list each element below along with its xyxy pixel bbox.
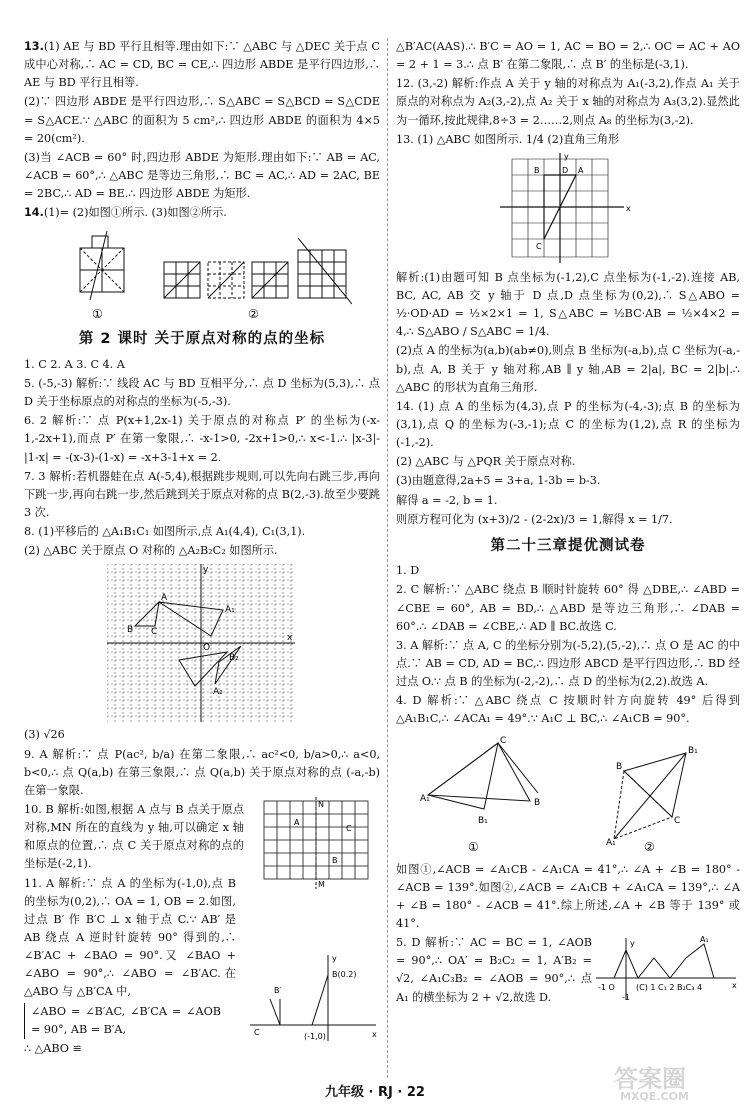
fig2-label: ② [248, 307, 259, 322]
answer-13-lead: 13. (1) △ABC 如图所示. 1/4 (2)直角三角形 [396, 132, 620, 146]
answer-11: 11. A 解析:∵ 点 A 的坐标为(-1,0),点 B 的坐标为(0,2),∴ OA = 1, OB = 2.如图,过点 B′ 作 B′C ⊥ x 轴于点 C.∵ AB′ 是 AB 绕点 A 逆时针旋转 90° 得到的,∴ ∠B′AC + ∠BAO = 90°.又 ∠BAO + ∠ABO = 90°,∴ ∠ABO = ∠B′AC.在 △ABO 与 △B′CA 中, [24, 876, 236, 999]
q13-part1 [24, 38, 380, 92]
fig1-shape [80, 231, 124, 300]
svg-text:A₁: A₁ [420, 793, 430, 804]
svg-text:B′: B′ [274, 985, 282, 995]
svg-text:x: x [372, 1029, 377, 1039]
svg-text:B₂: B₂ [229, 653, 239, 664]
answer-14-part3: (3)由题意得,2a+5 = 3+a, 1-3b = b-3. [396, 474, 601, 488]
svg-text:C: C [254, 1027, 260, 1037]
q11-figure [246, 953, 380, 1045]
watermark-text: 答案圈 [614, 1065, 686, 1093]
r13-coordinate-figure [500, 153, 636, 265]
q8-grid-figure [107, 564, 297, 722]
section-title-lesson2: 第 2 课时 关于原点对称的点的坐标 [78, 331, 326, 348]
svg-text:D: D [562, 165, 569, 175]
svg-text:B(0.2): B(0.2) [332, 969, 357, 979]
test-answer-4-part2: 如图①,∠ACB = ∠A₁CB - ∠A₁CA = 41°,∴ ∠A + ∠B = 180° - ∠ACB = 139°.如图②,∠ACB = ∠A₁CB + ∠A₁CA = 139°,∴ ∠A + ∠B = 180° - ∠ACB = 41°.综上所述,∠A + ∠B 等于 139° 或 41°. [396, 862, 740, 930]
answer-9: 9. A 解析:∵ 点 P(ac², b/a) 在第二象限,∴ ac²<0, b/a>0,∴ a<0, b<0,∴ 点 Q(a,b) 在第三象限,∴ 点 Q(a,b) 关于原点对称的点 (-a,-b) 在第一象限. [24, 747, 380, 797]
svg-text:x: x [626, 203, 631, 213]
fig2-shape [164, 238, 352, 304]
answers-1-4: 1. C 2. A 3. C 4. A [24, 357, 125, 371]
q13-text: (1) AE 与 BD 平行且相等.理由如下:∵ △ABC 与 △DEC 关于点 C 成中心对称,∴ AC = CD, BC = CE,∴ 四边形 ABDE 是平行四边形,∴ AE 与 BD 平行且相等. [24, 40, 380, 90]
svg-text:A₁: A₁ [225, 605, 235, 616]
answer-13-analysis: 解析:(1)由题可知 B 点坐标为(-1,2),C 点坐标为(-1,-2).连接 AB, BC, AC, AB 交 y 轴于 D 点,D 点坐标为(0,2),∴ S△ABO = ½·OD·AD = ½×2×1 = 1, S△ABC = ½BC·AB = ½×4×2 = 4,∴ S△ABO / S△ABC = 1/4. [396, 270, 740, 339]
svg-text:B: B [332, 856, 338, 865]
answer-11-block [24, 875, 380, 1058]
answer-6: 6. 2 解析:∵ 点 P(x+1,2x-1) 关于原点的对称点 P′ 的坐标为(-x-1,-2x+1),而点 P′ 在第一象限,∴ -x-1>0, -2x+1>0,∴ x<-1.∴ |x-3|-|1-x| = -(x-3)-(1-x) = -x+3-1+x = 2. [24, 414, 380, 464]
page-footer: 九年级 · RJ · 22 [325, 1085, 425, 1100]
q14-figures [52, 226, 352, 322]
s4-triangle-figures [418, 733, 718, 857]
answer-13-part2: (2)点 A 的坐标为(a,b)(ab≠0),则点 B 坐标为(-a,b),点 C 坐标为(-a,-b),点 A, B 关于 y 轴对称,AB ∥ y 轴,AB = 2|a|, BC = 2|b|.∴ △ABC 的形状为直角三角形. [396, 344, 740, 394]
svg-text:-1 O: -1 O [598, 983, 615, 993]
s4-fig1-label: ① [468, 839, 479, 854]
svg-text:N: N [318, 800, 324, 809]
test-answer-1: 1. D [396, 564, 420, 578]
watermark-url: MXQE.COM [620, 1090, 689, 1103]
test-answer-3: 3. A 解析:∵ 点 A, C 的坐标分别为(-5,2),(5,-2),∴ 点 O 是 AC 的中点.∵ AB = CD, AD = BC,∴ 四边形 ABCD 是平行四边形,∴ BD 经过点 O.∵ 点 B 的坐标为(-2,-2),∴ 点 D 的坐标为(2,2).故选 A. [396, 638, 740, 689]
test-answer-2: 2. C 解析:∵ △ABC 绕点 B 顺时针旋转 60° 得 △DBE,∴ ∠ABD = ∠CBE = 60°, AB = BD,∴ △ABD 是等边三角形,∴ ∠DAB = 60°.∴ ∠DAB = ∠CBE,∴ AD ∥ BC.故选 C. [396, 583, 740, 633]
svg-text:y: y [203, 565, 209, 576]
answer-8-part3: (3) √26 [24, 728, 65, 742]
svg-text:C: C [674, 815, 681, 826]
answer-14: 14. (1) 点 A 的坐标为(4,3),点 P 的坐标为(-4,-3);点 B 的坐标为(3,1),点 Q 的坐标为(-3,-1);点 C 的坐标为(1,2),点 R 的坐标为(-1,-2). [396, 399, 740, 450]
answer-14-part4: 解得 a = -2, b = 1. [396, 493, 498, 507]
svg-text:A₁: A₁ [700, 935, 709, 945]
right-continuation: △B′AC(AAS).∴ B′C = AO = 1, AC = BO = 2,∴ OC = AC + AO = 2 + 1 = 3.∴ 点 B′ 在第二象限,∴ 点 B′ 的坐标是(-3,1). [396, 40, 740, 72]
column-divider [387, 38, 388, 1078]
svg-text:B: B [616, 761, 623, 772]
answer-5: 5. (-5,-3) 解析:∵ 线段 AC 与 BD 互相平分,∴ 点 D 坐标为(5,3),∴ 点 D 关于坐标原点的对称点的坐标为(-5,-3). [24, 377, 380, 409]
svg-text:B: B [534, 165, 540, 175]
fig1-label: ① [92, 307, 103, 322]
svg-text:A₁: A₁ [606, 837, 616, 848]
svg-text:(-1,0): (-1,0) [304, 1031, 326, 1041]
answer-8-part2: (2) △ABC 关于原点 O 对称的 △A₂B₂C₂ 如图所示. [24, 544, 278, 558]
svg-text:-1: -1 [622, 993, 630, 1003]
watermark-logo [606, 1060, 736, 1104]
svg-text:(C) 1 C₁ 2 B₂C₃ 4: (C) 1 C₁ 2 B₂C₃ 4 [636, 983, 703, 993]
left-column [24, 38, 380, 1059]
answer-12: 12. (3,-2) 解析:作点 A 关于 y 轴的对称点为 A₁(-3,2),作点 A₁ 关于原点的对称点为 A₂(3,-2),点 A₂ 关于 x 轴的对称点为 A₃(3,2).显然此为一循环,按此规律,8÷3 = 2……2,则点 A₈ 的坐标为(3,-2). [396, 77, 740, 127]
q13-part3: (3)当 ∠ACB = 60° 时,四边形 ABDE 为矩形.理由如下:∵ AB = AC, ∠ACB = 60°,∴ △ABC 是等边三角形,∴ BC = AC,∴ AD = 2AC, BE = 2BC,∴ AD = BE.∴ 四边形 ABDE 为矩形. [24, 150, 380, 201]
svg-text:y: y [630, 939, 635, 949]
svg-text:C: C [346, 824, 352, 833]
svg-text:A: A [578, 165, 584, 175]
q13-part2: (2)∵ 四边形 ABDE 是平行四边形,∴ S△ABC = S△BCD = S△CDE = S△ACE.∵ △ABC 的面积为 5 cm²,∴ 四边形 ABDE 的面积为 4×5 = 20(cm²). [24, 95, 380, 145]
svg-text:B: B [534, 797, 541, 808]
svg-text:y: y [564, 152, 569, 161]
svg-text:A: A [161, 593, 168, 604]
answer-8: 8. (1)平移后的 △A₁B₁C₁ 如图所示,点 A₁(4,4), C₁(3,1). [24, 525, 306, 539]
svg-text:M: M [318, 880, 325, 889]
answer-11-end: ∴ △ABO ≌ [24, 1041, 82, 1055]
svg-text:O: O [203, 643, 211, 654]
test-answer-4: 4. D 解析:∵ △ABC 绕点 C 按顺时针方向旋转 49° 后得到 △A₁B₁C,∴ ∠ACA₁ = 49°.∵ A₁C ⊥ BC,∴ ∠A₁CB = 90°. [396, 694, 740, 726]
svg-text:C: C [151, 627, 158, 638]
test-answer-5-block [396, 934, 740, 1007]
answer-14-part2: (2) △ABC 与 △PQR 关于原点对称. [396, 455, 576, 469]
svg-text:x: x [287, 633, 293, 644]
answer-14-part5: 则原方程可化为 (x+3)/2 - (2-2x)/3 = 1,解得 x = 1/7. [396, 512, 673, 526]
test-answer-5: 5. D 解析:∵ AC = BC = 1, ∠AOB = 90°,∴ OA′ = B₂C₂ = 1, A′B₂ = √2, ∠A₁C₃B₂ = ∠AOB = 90°,∴ 点 A₁ 的横坐标为 2 + √2,故选 D. [396, 936, 592, 1004]
q14-text: (1)= (2)如图①所示. (3)如图②所示. [43, 206, 227, 220]
s5-rotation-figure [596, 934, 740, 1004]
section-title-chapter23: 第二十三章提优测试卷 [490, 537, 646, 554]
svg-text:A₂: A₂ [213, 687, 223, 698]
s4-fig2-label: ② [644, 839, 655, 854]
svg-text:B: B [127, 625, 134, 636]
answer-10: 10. B 解析:如图,根据 A 点与 B 点关于原点对称,MN 所在的直线为 y 轴,可以确定 x 轴和原点的位置,∴ 点 C 关于原点对称的点的坐标是(-2,1). [24, 803, 244, 871]
svg-text:A: A [294, 818, 300, 827]
svg-text:C: C [500, 735, 507, 746]
q13-number: 13. [24, 40, 44, 53]
answer-10-block [24, 800, 380, 889]
q14-number: 14. [24, 206, 44, 220]
q14 [24, 204, 380, 222]
svg-text:x: x [732, 981, 737, 991]
svg-text:y: y [332, 953, 337, 963]
svg-text:B₁: B₁ [688, 745, 698, 756]
answer-11-system: ∠ABO = ∠B′AC, ∠B′CA = ∠AOB = 90°, AB = B′A, [24, 1003, 221, 1039]
answer-7: 7. 3 解析:若机器蛙在点 A(-5,4),根据跳步规则,可以先向右跳三步,再向下跳一步,再向右跳一步,然后跳到关于原点对称的点 B(2,-3).故至少要跳 3 次. [24, 469, 380, 520]
svg-text:C: C [536, 241, 542, 251]
right-column [396, 38, 740, 1008]
svg-text:B₁: B₁ [478, 815, 488, 826]
